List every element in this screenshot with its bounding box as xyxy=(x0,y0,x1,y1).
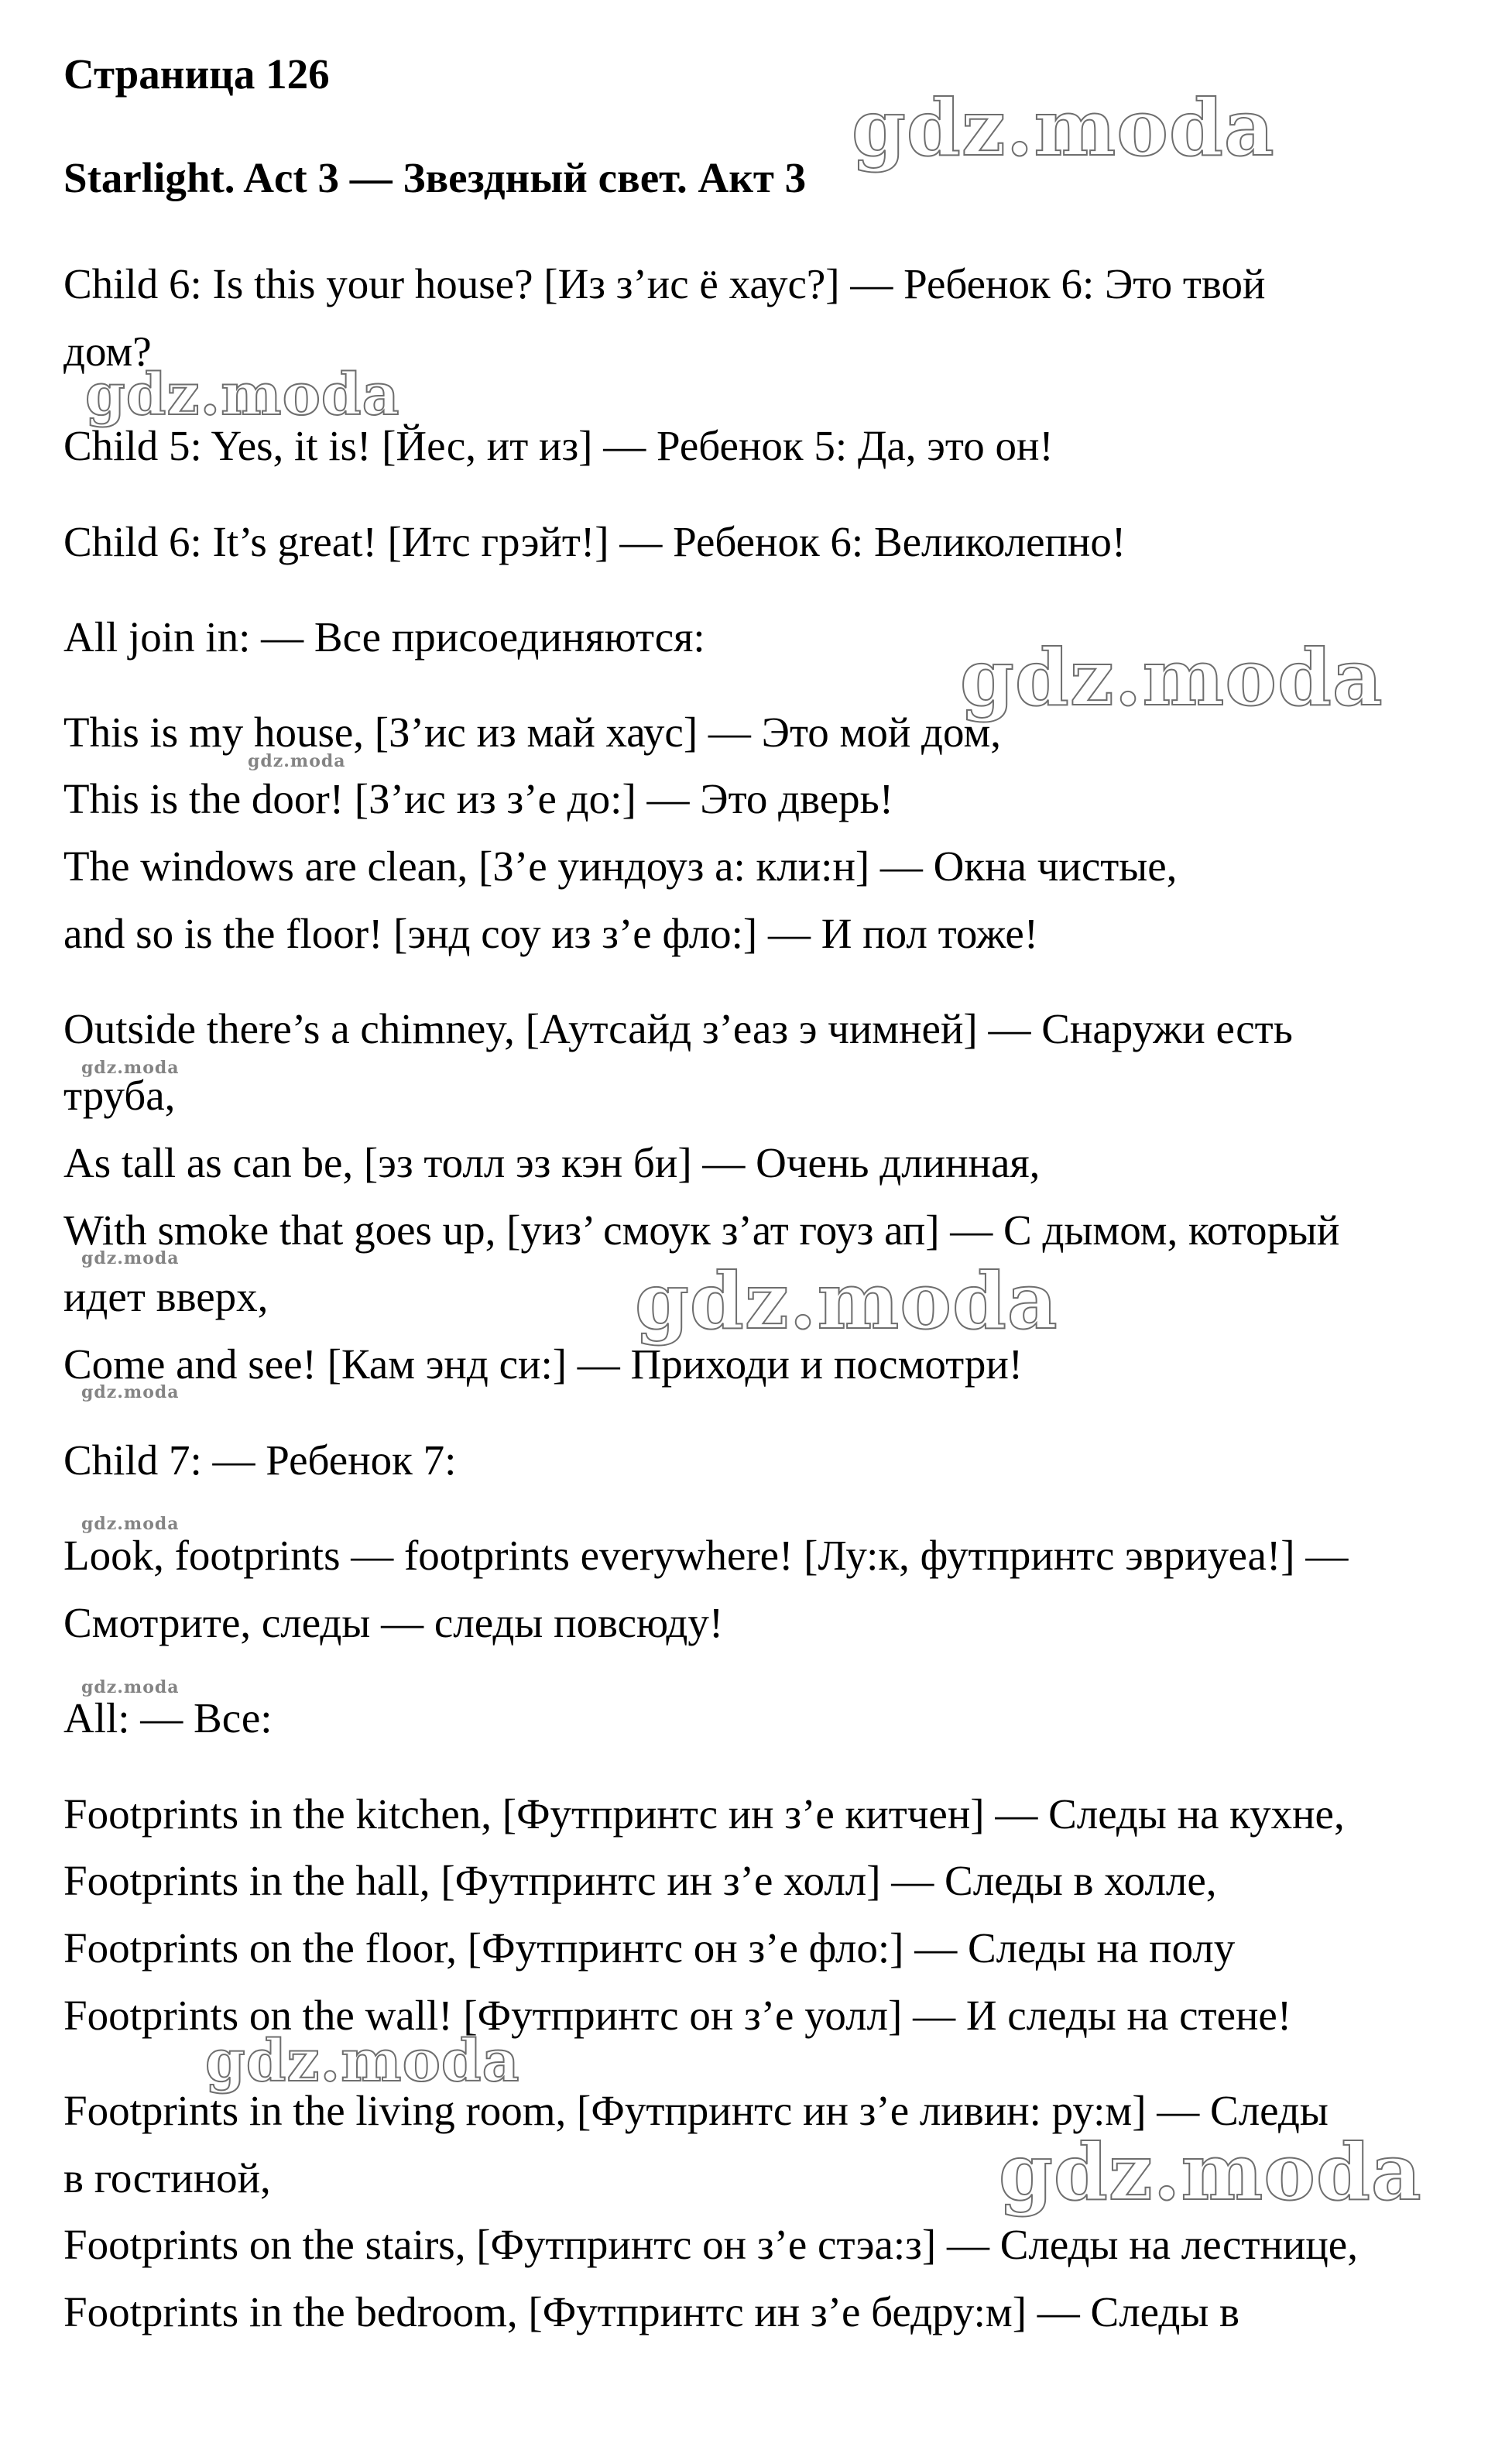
text-line: Child 5: Yes, it is! [Йес, ит из] — Ребенок 5: Да, это он! xyxy=(63,422,1054,469)
text-line: This is the door! [З’ис из з’е до:] — Это дверь! xyxy=(63,775,894,822)
text-line: With smoke that goes up, [уиз’ смоук з’ат гоуз ап] — С дымом, который xyxy=(63,1206,1340,1254)
watermark: gdz.moda xyxy=(81,1248,180,1268)
watermark: gdz.moda xyxy=(85,362,400,428)
text-line: As tall as can be, [эз толл эз кэн би] — Очень длинная, xyxy=(63,1139,1041,1186)
text-line: All: — Все: xyxy=(63,1694,273,1742)
text-line: Footprints on the wall! [Футпринтс он з’е уолл] — И следы на стене! xyxy=(63,1992,1292,2039)
watermark: gdz.moda xyxy=(852,82,1275,173)
section-title: Starlight. Act 3 — Звездный свет. Акт 3 xyxy=(63,154,807,201)
text-line: в гостиной, xyxy=(63,2154,271,2201)
watermark: gdz.moda xyxy=(248,751,346,771)
text-line: Footprints in the living room, [Футпринтс ин з’е ливин: ру:м] — Следы xyxy=(63,2087,1329,2134)
watermark: gdz.moda xyxy=(81,1058,180,1078)
text-line: Look, footprints — footprints everywhere! [Лу:к, футпринтс эвриуеа!] — xyxy=(63,1532,1349,1579)
text-line: Смотрите, следы — следы повсюду! xyxy=(63,1599,724,1646)
text-line: идет вверх, xyxy=(63,1273,269,1320)
text-line: дом? xyxy=(63,328,152,375)
text-line: This is my house, [З’ис из май хаус] — Это мой дом, xyxy=(63,709,1001,756)
text-line: Outside there’s a chimney, [Аутсайд з’еаз э чимней] — Снаружи есть xyxy=(63,1005,1293,1052)
watermark: gdz.moda xyxy=(81,1514,180,1534)
text-line: The windows are clean, [З’е уиндоуз а: кли:н] — Окна чистые, xyxy=(63,843,1178,890)
text-line: All join in: — Все присоединяются: xyxy=(63,613,705,661)
watermark: gdz.moda xyxy=(81,1382,180,1402)
text-line: Footprints in the kitchen, [Футпринтс ин з’е китчен] — Следы на кухне, xyxy=(63,1790,1345,1838)
text-line: Child 6: Is this your house? [Из з’ис ё хаус?] — Ребенок 6: Это твой xyxy=(63,260,1266,307)
text-line: Footprints in the hall, [Футпринтс ин з’е холл] — Следы в холле, xyxy=(63,1857,1217,1904)
page-header: Страница 126 xyxy=(63,50,330,98)
watermark: gdz.moda xyxy=(205,2028,520,2095)
text-line: Footprints on the floor, [Футпринтс он з’е фло:] — Следы на полу xyxy=(63,1924,1236,1972)
watermark: gdz.moda xyxy=(960,632,1383,723)
text-line: Child 6: It’s great! [Итс грэйт!] — Ребенок 6: Великолепно! xyxy=(63,518,1126,565)
watermark: gdz.moda xyxy=(999,2126,1422,2218)
watermark: gdz.moda xyxy=(635,1255,1058,1347)
text-line: Footprints on the stairs, [Футпринтс он з’е стэа:з] — Следы на лестнице, xyxy=(63,2221,1358,2268)
watermark: gdz.moda xyxy=(81,1677,180,1697)
text-line: Come and see! [Кам энд си:] — Приходи и посмотри! xyxy=(63,1340,1023,1388)
text-line: труба, xyxy=(63,1072,176,1119)
text-line: Child 7: — Ребенок 7: xyxy=(63,1436,457,1484)
text-line: Footprints in the bedroom, [Футпринтс ин з’е бедру:м] — Следы в xyxy=(63,2288,1240,2335)
text-line: and so is the floor! [энд соу из з’е фло:] — И пол тоже! xyxy=(63,910,1039,957)
